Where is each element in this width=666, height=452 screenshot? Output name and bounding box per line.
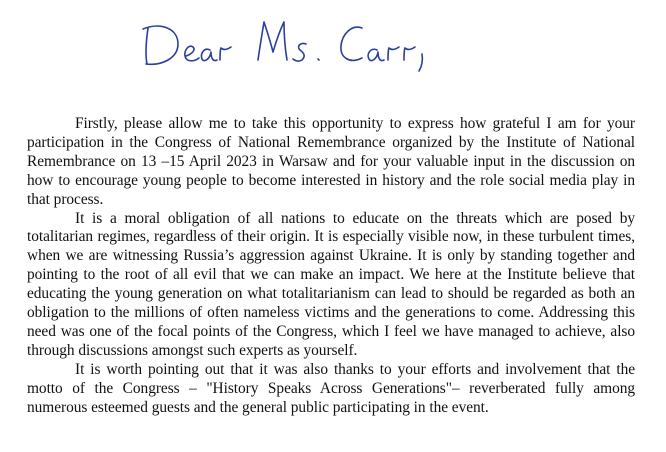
- handwritten-salutation: [138, 14, 438, 76]
- paragraph-3: It is worth pointing out that it was also thanks to your efforts and involvement that the motto of the Congress – "History Speaks Across Generations"– reverberated fully among numerous esteemed guests and the general public participating in the event.: [27, 360, 635, 416]
- handwritten-salutation-drawing: [138, 14, 438, 76]
- paragraph-2: It is a moral obligation of all nations to educate on the threats which are posed by totalitarian regimes, regardless of their origin. It is especially visible now, in these turbulent times, when we are witnessing Russia’s aggression against Ukraine. It is only by standing together and pointing to the root of all evil that we can make an impact. We here at the Institute believe that educating the young generation on what totalitarianism can lead to should be regarded as both an obligation to the millions of often nameless victims and the generations to come. Addressing this need was one of the focal points of the Congress, which I feel we have managed to achieve, also through discussions amongst such experts as yourself.: [27, 209, 635, 359]
- letter-body: [27, 115, 635, 418]
- paragraph-1: Firstly, please allow me to take this opportunity to express how grateful I am for your participation in the Congress of National Remembrance organized by the Institute of National Remembrance on 13 –15 April 2023 in Warsaw and for your valuable input in the discussion on how to encourage young people to become interested in history and the role social media play in that process.: [27, 115, 635, 208]
